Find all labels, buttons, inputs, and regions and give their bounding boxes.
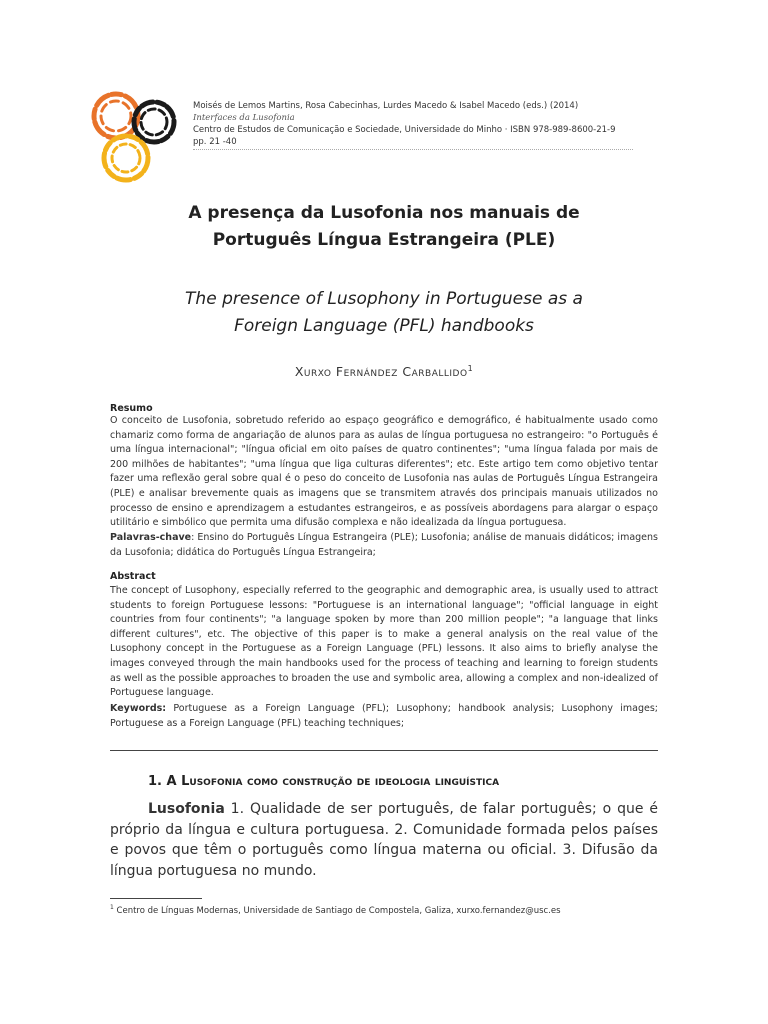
resumo-heading: Resumo: [110, 403, 153, 414]
title-en-line1: The presence of Lusophony in Portuguese as a: [185, 289, 583, 309]
palavras-chave: [110, 531, 658, 560]
lusofonia-definition: [110, 799, 658, 881]
title-pt-line1: A presença da Lusofonia nos manuais de: [188, 203, 580, 223]
abstract-heading: Abstract: [110, 571, 156, 582]
pages-line: pp. 21 -40: [193, 137, 237, 147]
author-name: Xurxo Fernández Carballido: [294, 364, 468, 380]
editors-line: Moisés de Lemos Martins, Rosa Cabecinhas, Lurdes Macedo & Isabel Macedo (eds.) (2014): [193, 101, 579, 111]
publication-header: [193, 100, 633, 148]
author-footnote-mark: 1: [467, 364, 474, 373]
palavras-chave-label: Palavras-chave: [110, 532, 192, 543]
keywords-text: Portuguese as a Foreign Language (PFL); Lusophony; handbook analysis; Lusophony images; Portuguese as a Foreign Language (PFL) teaching techniques;: [110, 703, 658, 729]
resumo-body: O conceito de Lusofonia, sobretudo referido ao espaço geográfico e demográfico, é habitualmente usado como chamariz como forma de angariação de alunos para as aulas de língua portuguesa no estrangeiro: "o Português é uma língua internacional"; "língua oficial em oito países de quatro continentes"; "uma língua falada por mais de 200 milhões de habitantes"; "uma língua que liga culturas diferentes"; etc. Este artigo tem como objetivo tentar fazer uma reflexão geral sobre qual é o peso do conceito de Lusofonia nas aulas de Português Língua Estrangeira (PLE) e analisar brevemente quais as imagens que se transmitem através dos principais manuais utilizados no processo de ensino e aprendizagem a estudantes estrangeiros, e as possíveis abordagens para alargar o espaço utilitário e simbólico que permita uma difusão complexa e não idealizada da língua portuguesa.: [110, 415, 658, 529]
title-english: [120, 286, 648, 340]
title-en-line2: Foreign Language (PFL) handbooks: [234, 316, 534, 336]
publisher-line: Centro de Estudos de Comunicação e Sociedade, Universidade do Minho · ISBN 978-989-8600-21-9: [193, 125, 616, 135]
footnote-divider: [110, 898, 202, 899]
definition-term: Lusofonia: [148, 801, 225, 817]
definition-text: 1. Qualidade de ser português, de falar português; o que é próprio da língua e cultura portuguesa. 2. Comunidade formada pelos países e povos que têm o português como língua materna ou oficial. 3. Difusão da língua portuguesa no mundo.: [110, 801, 658, 879]
keywords-label: Keywords:: [110, 703, 167, 714]
section-divider: [110, 750, 658, 751]
title-pt-line2: Português Língua Estrangeira (PLE): [212, 230, 556, 250]
footnote-text: Centro de Línguas Modernas, Universidade de Santiago de Compostela, Galiza, xurxo.fernandez@usc.es: [113, 905, 561, 916]
footnote: [110, 904, 658, 916]
palavras-chave-text: : Ensino do Português Língua Estrangeira (PLE); Lusofonia; análise de manuais didáticos; imagens da Lusofonia; didática do Português Língua Estrangeira;: [110, 532, 658, 558]
section-1-heading: 1. A Lusofonia como construção de ideologia linguística: [148, 774, 500, 789]
title-portuguese: [120, 200, 648, 254]
journal-title: Interfaces da Lusofonia: [193, 113, 295, 123]
header-divider: [193, 149, 633, 150]
author: [120, 364, 648, 379]
keywords: [110, 702, 658, 731]
abstract-body: The concept of Lusophony, especially referred to the geographic and demographic area, is usually used to attract students to foreign Portuguese lessons: "Portuguese is an international language"; "official language in eight countries from four continents"; "a language spoken by more than 200 million people"; "a language that links different cultures", etc. The objective of this paper is to make a general analysis on the real value of the Lusophony concept in the Portuguese as a Foreign Language (PFL) lessons. It also aims to briefly analyse the images conveyed through the main handbooks used for the process of teaching and learning to foreign students as well as the possible approaches to broaden the use and symbolic area, allowing a complex and non-idealized of Portuguese language.: [110, 585, 658, 699]
logo-circles: [86, 86, 184, 186]
footnote-mark: 1: [110, 904, 114, 911]
